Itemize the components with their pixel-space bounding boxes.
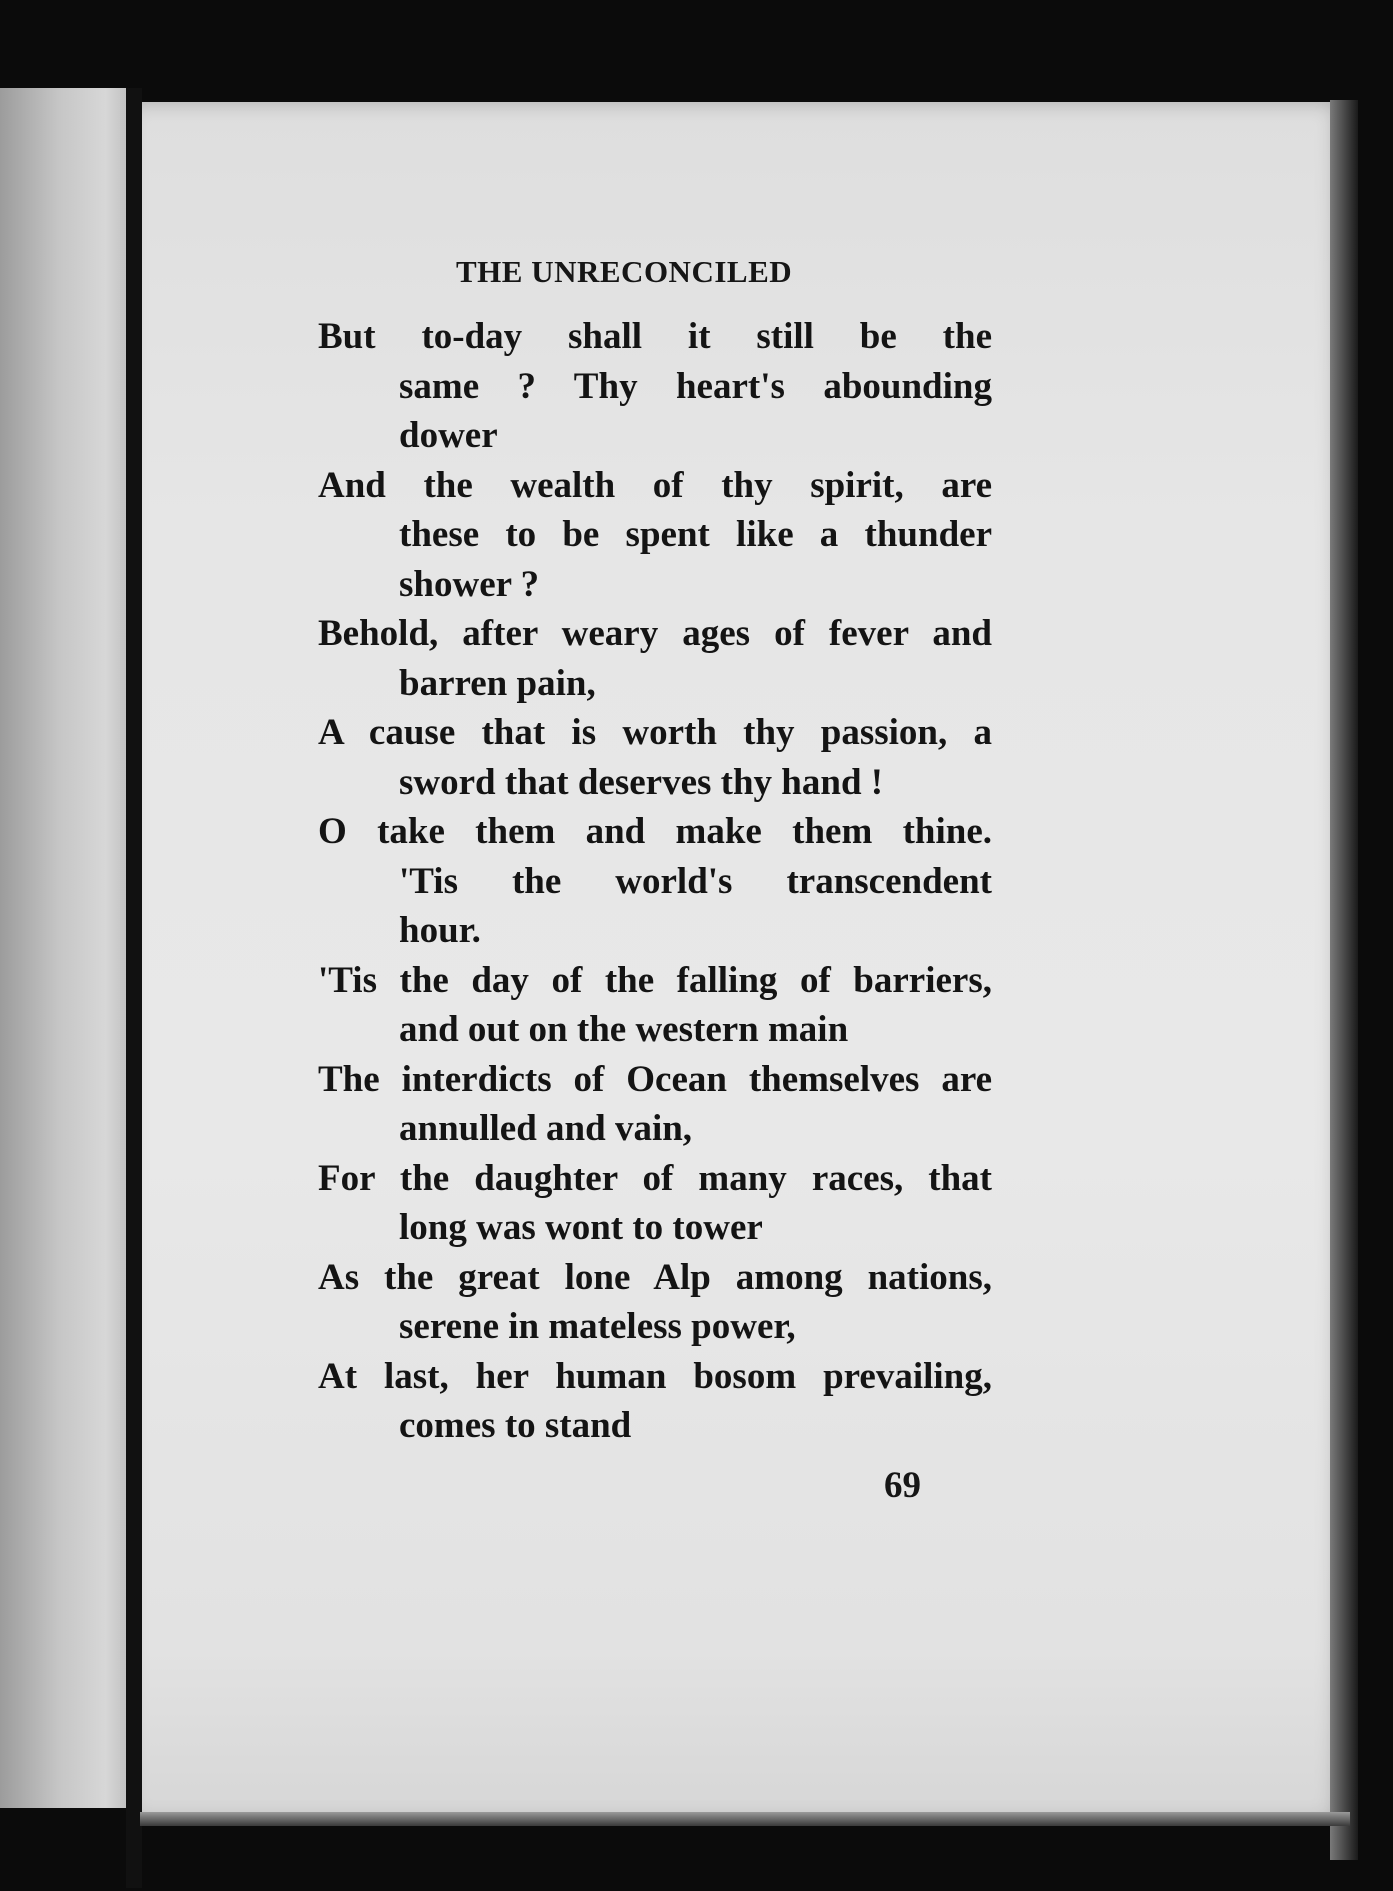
poem-line: O take them and make them thine. xyxy=(318,811,992,852)
poem-line: annulled and vain, xyxy=(399,1108,693,1149)
poem-line: sword that deserves thy hand ! xyxy=(399,761,884,803)
poem-line: serene in mateless power, xyxy=(399,1306,796,1347)
poem-text xyxy=(318,312,992,1451)
poem-line: shower ? xyxy=(399,563,540,605)
poem-line: 'Tis the day of the falling of barriers, xyxy=(318,959,992,1001)
poem-line: same ? Thy heart's abounding xyxy=(399,365,992,407)
binding-edge xyxy=(126,88,142,1888)
poem-line: dower xyxy=(399,415,498,456)
page-number: 69 xyxy=(884,1465,921,1506)
poem-line: comes to stand xyxy=(399,1405,632,1446)
poem-line: At last, her human bosom prevailing, xyxy=(318,1355,992,1397)
poem-line: hour. xyxy=(399,910,481,951)
poem-line: And the wealth of thy spirit, are xyxy=(318,464,992,506)
poem-line: these to be spent like a thunder xyxy=(399,514,992,555)
poem-line: 'Tis the world's transcendent xyxy=(399,860,992,902)
running-head: THE UNRECONCILED xyxy=(456,254,793,289)
previous-page-edge xyxy=(0,88,132,1808)
page-right-shadow xyxy=(1330,100,1358,1860)
poem-line: and out on the western main xyxy=(399,1009,849,1050)
poem-line: long was wont to tower xyxy=(399,1207,763,1248)
poem-line: A cause that is worth thy passion, a xyxy=(318,712,992,753)
poem-line: barren pain, xyxy=(399,662,596,704)
poem-line: For the daughter of many races, that xyxy=(318,1157,992,1199)
poem-line: But to-day shall it still be the xyxy=(318,316,992,357)
page-bottom-edge xyxy=(140,1812,1350,1826)
poem-line: The interdicts of Ocean themselves are xyxy=(318,1058,992,1100)
poem-line: Behold, after weary ages of fever and xyxy=(318,613,992,654)
poem-line: As the great lone Alp among nations, xyxy=(318,1256,992,1298)
